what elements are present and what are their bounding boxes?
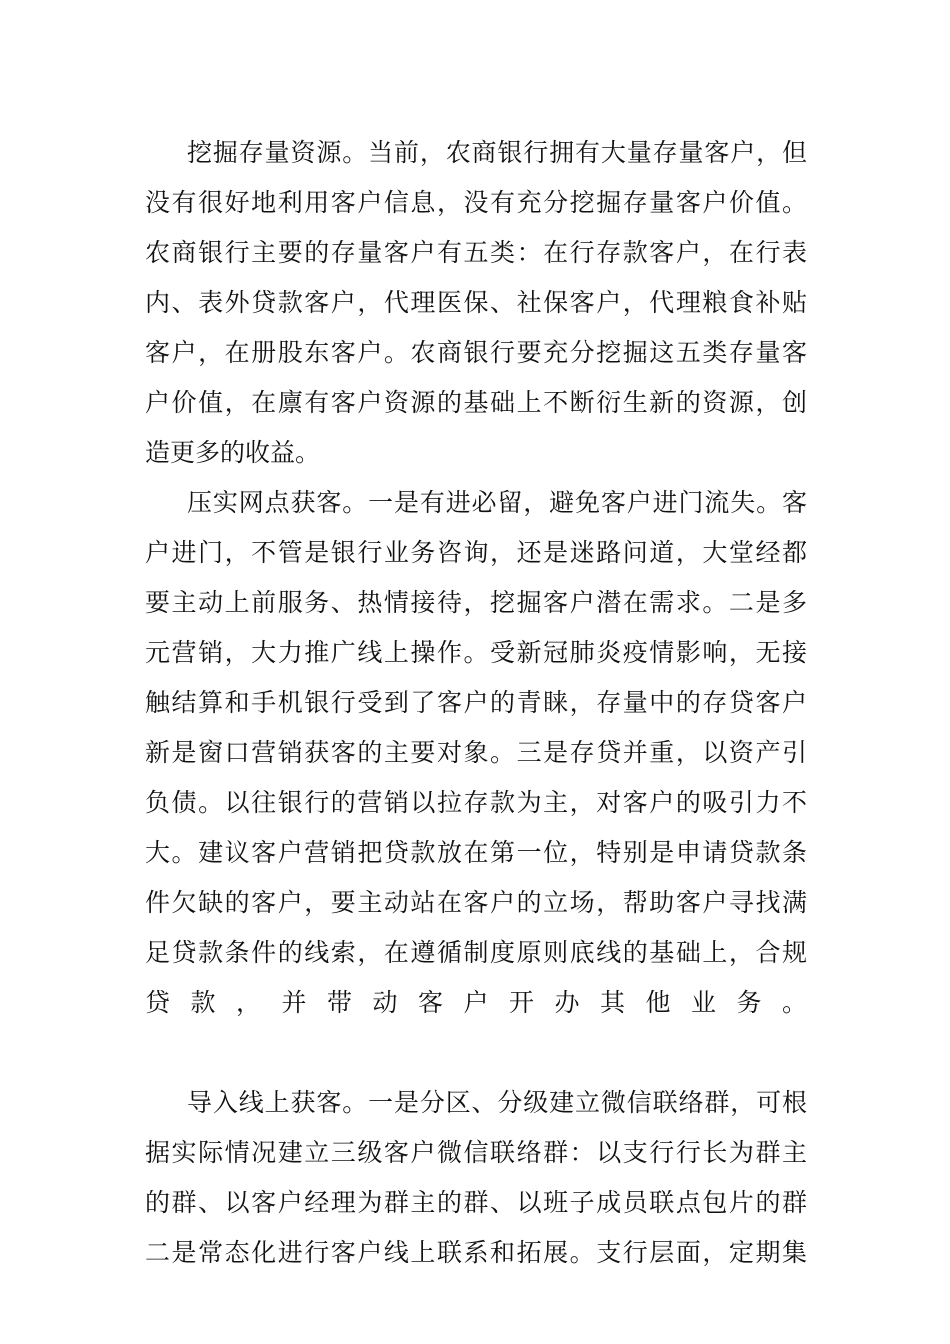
text-line: 压实网点获客。一是有进必留，避免客户进门流失。客 (187, 488, 807, 517)
text-line: 要主动上前服务、热情接待，挖掘客户潜在需求。二是多 (145, 588, 807, 617)
text-line: 据实际情况建立三级客户微信联络群：以支行行长为群主 (145, 1138, 807, 1167)
text-line: 户价值，在廪有客户资源的基础上不断衍生新的资源，创 (145, 388, 807, 417)
text-line: 的群、以客户经理为群主的群、以班子成员联点包片的群 (145, 1188, 807, 1217)
document-body (145, 128, 807, 1278)
text-line: 元营销，大力推广线上操作。受新冠肺炎疫情影响，无接 (145, 638, 807, 667)
text-line: 大。建议客户营销把贷款放在第一位，特别是申请贷款条 (145, 838, 807, 867)
text-line: 二是常态化进行客户线上联系和拓展。支行层面，定期集 (145, 1238, 807, 1267)
text-line (145, 1028, 807, 1078)
paragraph-2 (145, 478, 807, 1078)
paragraph-1 (145, 128, 807, 478)
text-line: 农商银行主要的存量客户有五类：在行存款客户，在行表 (145, 238, 807, 267)
text-line: 没有很好地利用客户信息，没有充分挖掘存量客户价值。 (145, 188, 807, 217)
text-line: 触结算和手机银行受到了客户的青睐，存量中的存贷客户 (145, 688, 807, 717)
text-line: 足贷款条件的线索，在遵循制度原则底线的基础上，合规 (145, 938, 807, 967)
text-line: 件欠缺的客户，要主动站在客户的立场，帮助客户寻找满 (145, 888, 807, 917)
paragraph-3 (145, 1078, 807, 1278)
text-line: 新是窗口营销获客的主要对象。三是存贷并重，以资产引 (145, 738, 807, 767)
text-line: 造更多的收益。 (145, 438, 321, 467)
text-line: 内、表外贷款客户，代理医保、社保客户，代理粮食补贴 (145, 288, 807, 317)
text-line: 客户，在册股东客户。农商银行要充分挖掘这五类存量客 (145, 338, 807, 367)
text-line: 负债。以往银行的营销以拉存款为主，对客户的吸引力不 (145, 788, 807, 817)
text-line: 贷款，并带动客户开办其他业务。 (145, 988, 807, 1017)
text-line: 挖掘存量资源。当前，农商银行拥有大量存量客户，但 (187, 138, 807, 167)
text-line: 户进门，不管是银行业务咨询，还是迷路问道，大堂经都 (145, 538, 807, 567)
text-line: 导入线上获客。一是分区、分级建立微信联络群，可根 (187, 1088, 807, 1117)
